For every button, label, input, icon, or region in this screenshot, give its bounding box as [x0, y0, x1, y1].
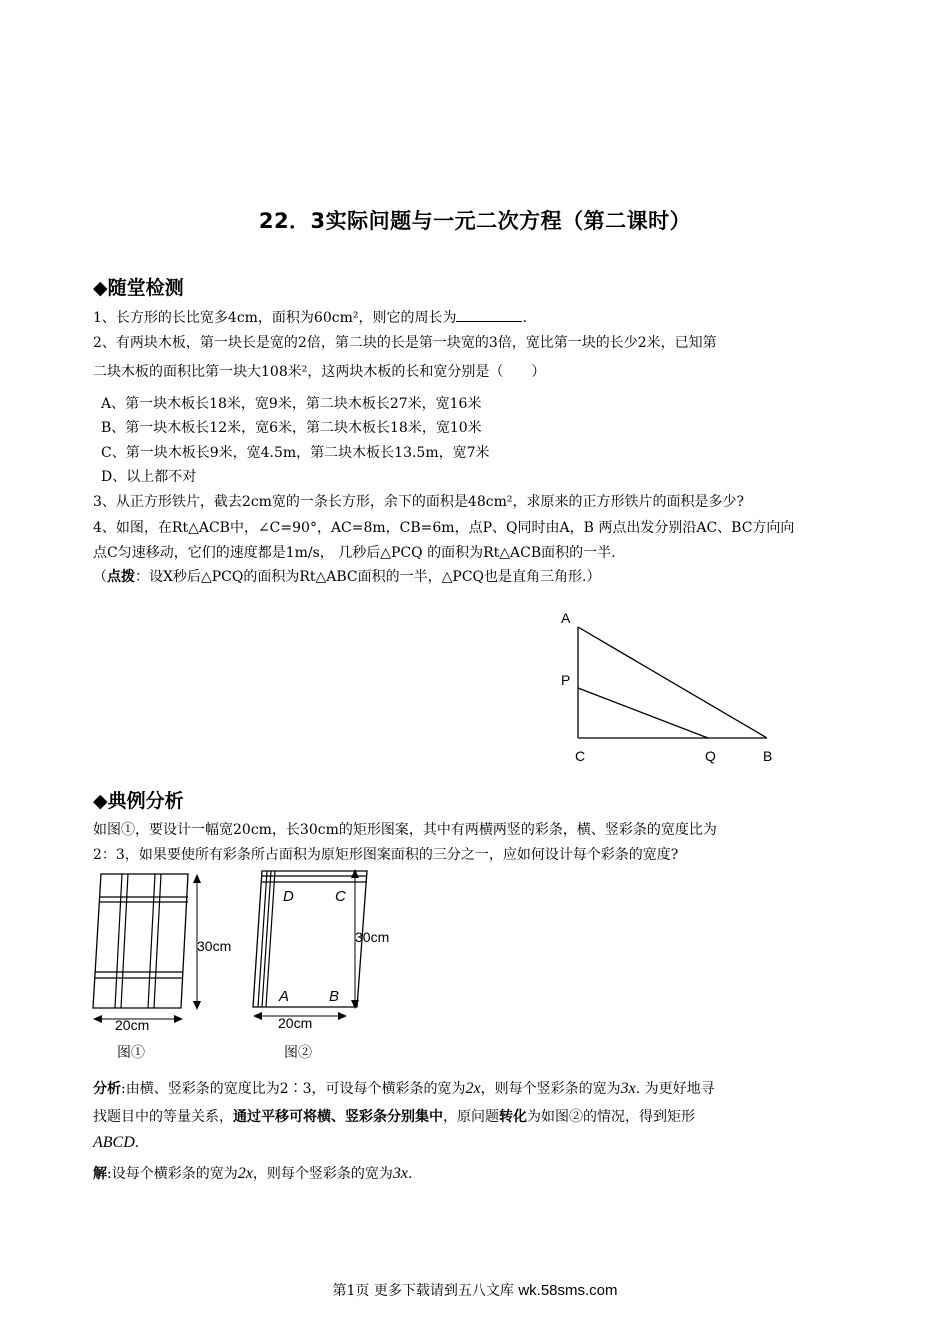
vertical-stripe-line: [115, 874, 122, 1008]
figure-1: [85, 866, 245, 1066]
vertical-stripe-line: [154, 874, 161, 1008]
question-2-option-d: D、以上都不对: [101, 469, 197, 485]
figure-1-width-label: 20cm: [115, 1017, 150, 1033]
solution-var-2: 3x: [392, 1165, 408, 1182]
analysis-label: 分析: [93, 1081, 121, 1097]
solution-line: [93, 1164, 412, 1184]
analysis-text-3: . 为更好地寻: [635, 1081, 715, 1097]
side-ab: [578, 627, 767, 738]
vertical-stripe-line: [121, 874, 128, 1008]
vertical-stripe-line: [148, 874, 155, 1008]
arrow-right-icon: [338, 1012, 347, 1020]
hint-open: （: [93, 569, 107, 585]
label-a: A: [561, 610, 571, 626]
question-3: 3、从正方形铁片，截去2cm宽的一条长方形，余下的面积是48cm²，求原来的正方形铁片的面积是多少?: [93, 494, 744, 510]
vertical-stripe-line: [262, 871, 271, 1007]
figure-1-caption: 图①: [117, 1045, 145, 1061]
figure-2-caption: 图②: [284, 1045, 312, 1061]
question-4-line-1: 4、如图，在Rt△ACB中，∠C=90°，AC=8m，CB=6m，点P、Q同时由A，B 两点出发分别沿AC、BC方向向: [93, 520, 795, 536]
analysis-line-2: [93, 1107, 695, 1127]
hint-text: ：设X秒后△PCQ的面积为Rt△ABC面积的一半，△PCQ也是直角三角形.）: [135, 569, 601, 585]
label-c: C: [335, 888, 346, 905]
question-1: [93, 307, 527, 328]
question-2-option-b: B、第一块木板长12米，宽6米，第二块木板长18米，宽10米: [101, 420, 482, 436]
analysis-line-2-c: 为如图②的情况，得到矩形: [527, 1109, 695, 1125]
hint-label: 点拨: [107, 569, 135, 585]
solution-text-1: :设每个横彩条的宽为: [107, 1166, 238, 1182]
analysis-line-2-bold-2: 转化: [499, 1109, 527, 1125]
analysis-var-1: 2x: [465, 1080, 481, 1097]
analysis-line-2-b: ，原问题: [443, 1109, 499, 1125]
solution-text-2: ，则每个竖彩条的宽为: [252, 1166, 393, 1182]
footer-text: 第1页 更多下载请到五八文库: [332, 1283, 514, 1299]
question-2-option-a: A、第一块木板长18米，宽9米，第二块木板长27米，宽16米: [101, 396, 482, 412]
analysis-var-2: 3x: [620, 1080, 636, 1097]
triangle-figure: [555, 605, 785, 770]
analysis-line-1: [93, 1079, 715, 1099]
vertical-stripe-line: [266, 871, 275, 1007]
figure-2-width-label: 20cm: [278, 1015, 313, 1031]
analysis-line-3: [93, 1133, 139, 1153]
label-a: A: [279, 988, 290, 1005]
question-4-line-2: 点C匀速移动，它们的速度都是1m/s， 几秒后△PCQ 的面积为Rt△ACB面积的一半.: [93, 545, 616, 561]
question-2-option-c: C、第一块木板长9米，宽4.5m，第二块木板长13.5m，宽7米: [101, 445, 490, 461]
solution-var-1: 2x: [237, 1165, 253, 1182]
figure-2: [245, 866, 410, 1066]
solution-label: 解: [93, 1166, 107, 1182]
arrow-down-icon: [193, 1001, 201, 1010]
label-c: C: [575, 748, 586, 764]
section-heading-examples: ◆典例分析: [93, 790, 184, 812]
question-1-text: 1、长方形的长比宽多4cm，面积为60cm²，则它的周长为: [93, 310, 457, 326]
analysis-line-2-bold-1: 通过平移可将横、竖彩条分别集中: [233, 1109, 443, 1125]
analysis-text-1: :由横、竖彩条的宽度比为2∶3，可设每个横彩条的宽为: [121, 1081, 466, 1097]
page-title: 22．3实际问题与一元二次方程（第二课时）: [258, 209, 692, 233]
section-heading-practice: ◆随堂检测: [93, 277, 184, 299]
analysis-text-2: ，则每个竖彩条的宽为: [480, 1081, 621, 1097]
arrow-up-icon: [351, 869, 359, 878]
footer-site-link[interactable]: wk.58sms.com: [518, 1282, 618, 1299]
figure-2-height-label: 30cm: [355, 929, 390, 945]
solution-text-3: .: [407, 1166, 413, 1182]
arrow-left-icon: [93, 1015, 102, 1023]
figure-1-rect: [93, 874, 188, 1008]
rectangle-abcd: ABCD: [93, 1134, 135, 1151]
label-p: P: [561, 672, 571, 688]
figure-1-height-label: 30cm: [197, 938, 232, 954]
hint-line: [93, 567, 600, 587]
arrow-up-icon: [193, 874, 201, 883]
label-b: B: [763, 748, 773, 764]
page-footer: [0, 1280, 950, 1300]
answer-blank: [456, 307, 522, 322]
arrow-right-icon: [174, 1015, 183, 1023]
question-1-end: .: [522, 310, 527, 326]
arrow-left-icon: [253, 1012, 262, 1020]
question-2-line-1: 2、有两块木板，第一块长是宽的2倍，第二块的长是第一块宽的3倍，宽比第一块的长少2米，已知第: [93, 335, 717, 351]
label-d: D: [283, 888, 294, 905]
segment-pq: [578, 688, 708, 738]
vertical-stripe-line: [258, 871, 267, 1007]
question-2-line-2: 二块木板的面积比第一块大108米²，这两块木板的长和宽分别是（ ）: [93, 364, 546, 380]
example-line-2: 2：3，如果要使所有彩条所占面积为原矩形图案面积的三分之一，应如何设计每个彩条的宽度?: [93, 847, 679, 863]
analysis-line-2-a: 找题目中的等量关系，: [93, 1109, 233, 1125]
example-line-1: 如图①，要设计一幅宽20cm，长30cm的矩形图案，其中有两横两竖的彩条，横、竖彩条的宽度比为: [93, 822, 717, 838]
label-q: Q: [705, 748, 716, 764]
analysis-line-3-end: .: [134, 1135, 140, 1151]
label-b: B: [329, 988, 340, 1005]
